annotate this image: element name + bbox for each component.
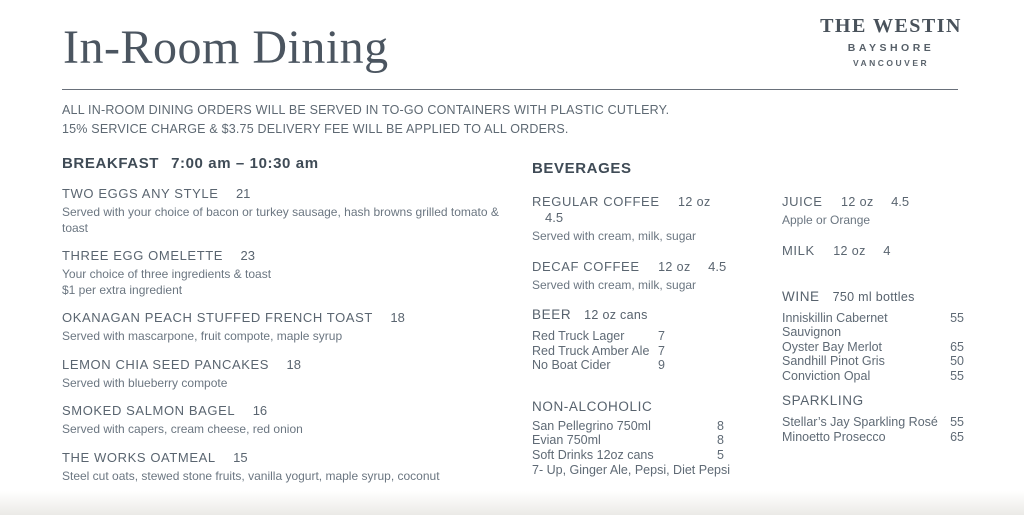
item-name: Inniskillin Cabernet Sauvignon [782,310,888,339]
sparkling-row [782,415,964,430]
logo-brand: THE WESTIN [820,15,962,37]
item-name: No Boat Cider [532,358,611,372]
westin-logo [820,15,962,68]
item-price: 55 [950,310,964,325]
menu-item [62,357,524,392]
item-price: 4.5 [708,258,727,274]
item-name: Minoetto Prosecco [782,429,886,444]
coffee-item [532,259,742,294]
wine-row [782,311,964,340]
menu-item [62,248,524,298]
item-description: Served with cream, milk, sugar [532,277,697,292]
soft-drinks-note: 7- Up, Ginger Ale, Pepsi, Diet Pepsi [532,463,731,477]
breakfast-heading [62,155,524,173]
page-title: In-Room Dining [63,21,389,74]
item-description: $1 per extra ingredient [62,282,183,297]
item-description: Served with capers, cream cheese, red onion [62,422,303,436]
logo-property: BAYSHORE [847,42,935,54]
item-description: Served with mascarpone, fruit compote, maple syrup [62,329,343,343]
item-size: 12 oz [658,259,691,274]
item-description: Apple or Orange [782,213,871,227]
item-name: Sandhill Pinot Gris [782,354,885,368]
non-alcoholic-row [532,419,724,434]
item-size: 750ml [616,418,651,433]
disclaimer-line-2: 15% SERVICE CHARGE & $3.75 DELIVERY FEE WILL BE APPLIED TO ALL ORDERS. [62,121,569,136]
item-name: Red Truck Lager [532,329,625,343]
item-price: 65 [950,429,964,444]
non-alcoholic-row [532,433,724,448]
item-price: 4.5 [545,210,564,225]
item-price: 18 [390,310,405,325]
item-price: 9 [658,358,665,372]
breakfast-heading-label: BREAKFAST [62,155,160,172]
sparkling-section [782,393,977,444]
item-description: Served with blueberry compote [62,375,228,390]
item-name: San Pellegrino [532,418,614,433]
page-bottom-shade [0,491,1024,515]
item-price: 21 [235,186,251,201]
beer-row [532,344,665,359]
item-description: Served with your choice of bacon or turkey sausage, hash browns grilled tomato & [62,205,499,219]
beer-section [532,307,742,373]
item-name: THE WORKS OATMEAL [62,449,216,465]
item-price: 5 [717,447,724,462]
item-name: Evian [532,433,564,447]
sparkling-heading: SPARKLING [782,393,864,408]
item-description: Your choice of three ingredients & toast [62,267,272,281]
wine-heading: WINE 750 ml bottles [782,288,915,304]
breakfast-section [62,155,524,496]
item-description: Steel cut oats, stewed stone fruits, vanilla yogurt, maple syrup, coconut [62,468,440,483]
item-price: 23 [240,248,255,263]
item-price: 8 [717,433,724,447]
item-description: Served with cream, milk, sugar [532,229,697,243]
item-size: 12 oz [833,243,866,258]
disclaimer [62,101,669,138]
item-name: OKANAGAN PEACH STUFFED FRENCH TOAST [62,310,373,325]
item-price: 65 [950,339,964,354]
beer-heading: BEER 12 oz cans [532,307,648,322]
item-name: Stellar’s Jay Sparkling Rosé [782,415,938,429]
item-size: 12oz cans [596,447,654,462]
juice-item [782,194,977,229]
disclaimer-line-1: ALL IN-ROOM DINING ORDERS WILL BE SERVED IN TO-GO CONTAINERS WITH PLASTIC CUTLERY. [62,103,670,117]
wine-row [782,354,964,369]
item-price: 4.5 [891,194,910,209]
item-description: toast [62,220,89,235]
item-name: Oyster Bay Merlot [782,339,883,354]
drinks-right-section [782,194,977,444]
logo-city: VANCOUVER [852,58,930,68]
item-name: Soft Drinks [532,447,594,462]
item-size: 750ml [566,433,601,447]
sparkling-row [782,430,964,445]
wine-size-note: 750 ml bottles [832,289,915,304]
beer-row [532,329,665,344]
item-name: REGULAR COFFEE [532,194,660,209]
header-divider [62,89,958,90]
item-price: 7 [658,343,665,358]
beverages-heading: BEVERAGES [532,160,632,177]
item-price: 55 [950,368,964,383]
item-name: Red Truck Amber Ale [532,343,650,358]
item-name: JUICE [782,194,823,209]
menu-item [62,186,524,236]
beer-size-note: 12 oz cans [584,308,648,322]
item-price: 7 [658,329,665,343]
item-name: Conviction Opal [782,368,871,383]
wine-row [782,340,964,355]
item-name: THREE EGG OMELETTE [62,248,224,263]
beverages-section [532,160,742,478]
item-price: 18 [286,356,301,372]
non-alcoholic-heading: NON-ALCOHOLIC [532,398,653,414]
menu-item [62,403,524,438]
item-name: LEMON CHIA SEED PANCAKES [62,356,270,372]
coffee-item [532,194,742,245]
item-name: TWO EGGS ANY STYLE [62,186,219,201]
menu-item [62,450,524,485]
wine-section [782,289,977,384]
item-price: 16 [252,403,268,418]
wine-row [782,369,964,384]
item-price: 15 [233,449,248,465]
item-price: 8 [717,418,724,433]
breakfast-hours: 7:00 am – 10:30 am [171,155,319,172]
non-alcoholic-section [532,399,742,479]
milk-item [782,243,977,259]
menu-item [62,310,524,345]
item-name: MILK [782,242,815,258]
item-price: 55 [950,415,964,429]
beer-row [532,358,665,373]
item-name: SMOKED SALMON BAGEL [62,403,236,418]
item-size: 12 oz [841,195,874,209]
item-name: DECAF COFFEE [532,258,640,274]
item-price: 4 [883,242,891,258]
non-alcoholic-row [532,448,724,463]
item-price: 50 [950,354,964,368]
item-size: 12 oz [678,195,711,209]
